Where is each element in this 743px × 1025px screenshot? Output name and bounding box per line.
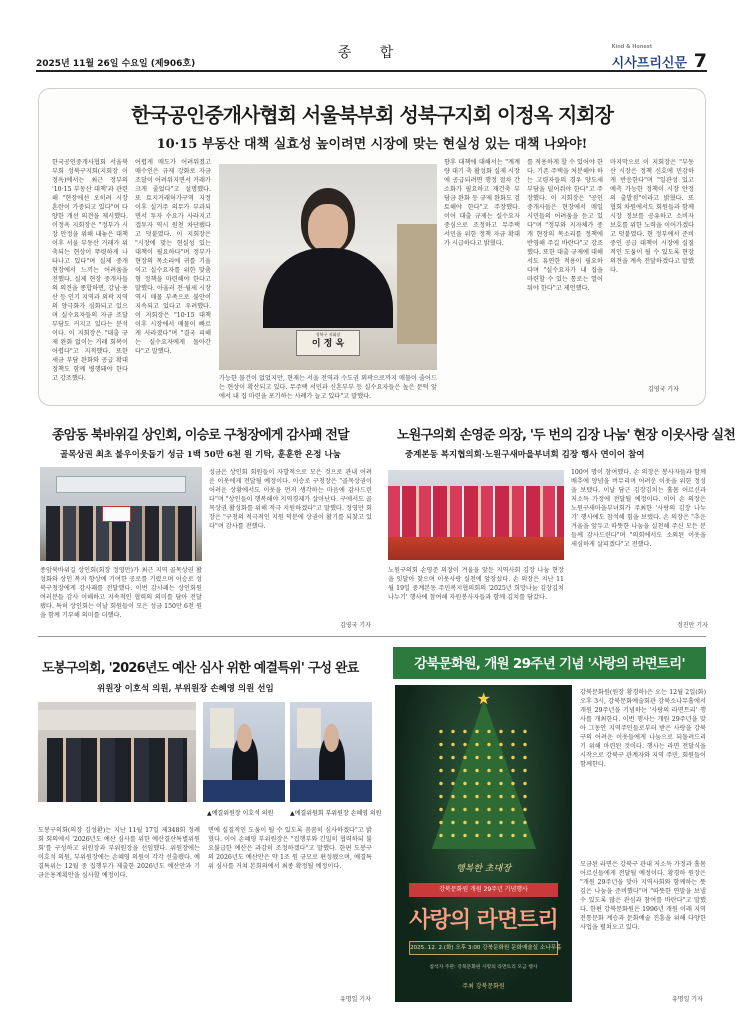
story-4-text-col-2: 면에 실질적인 도움이 될 수 있도록 꼼꼼히 심사하겠다"고 밝혔다. 이어 손혜영 부위원장은 "집행부와 긴밀히 협력하되 불요불급한 예산은 과감히 조정하겠다"고 말했다. 한편 도봉구의 2026년도 예산안은 약 1조 원 규모로 편성됐으며, 예결특위 심사를 거쳐 본회의에서 최종 확정될 예정이다. bbox=[208, 827, 372, 870]
section-divider bbox=[38, 636, 706, 637]
page-number: 7 bbox=[693, 50, 707, 72]
award-plaque bbox=[102, 506, 131, 521]
feature-text-col-1: 한국공인중개사협회 서울북부회 성북구지회(지회장 이정옥)에서는 최근 정부의 '10·15 부동산 대책'과 관련해 "현장에선 오히려 시장 혼란이 가중되고 있다"며 다양한 개선 의견을 제시했다. 이정옥 지회장은 "정부가 시장 안정을 위해 내놓은 대책 이후 서울 부동산 거래가 위축되는 현상이 뚜렷하게 나타나고 있다"며 실제 중개 현장에서 느끼는 어려움을 전했다. 실제 현장 중개사들의 의견을 종합하면, 강남·용산 등 인기 지역과 외곽 지역의 양극화가 심화되고 있으며 실수요자들의 자금 조달 부담도 커지고 있다는 분석이다. 이 지회장은 "대출 규제 완화 없이는 거래 회복이 어렵다"고 지적했다. 또한 세금 부담 완화와 공급 확대 정책도 함께 병행돼야 한다고 강조했다. bbox=[52, 159, 128, 382]
vicechair-desk bbox=[290, 780, 372, 802]
kimchi-table bbox=[388, 537, 564, 560]
poster-note: 참석자 주관: 강북문화원 사랑의 라면트리 모금 행사 bbox=[429, 965, 538, 970]
section-title: 종 합 bbox=[337, 45, 406, 61]
poster-script: 행복한 초대장 bbox=[455, 864, 512, 874]
event-banner bbox=[56, 476, 186, 493]
story-4-vicechair-photo bbox=[290, 702, 372, 802]
story-2-group-photo bbox=[40, 467, 202, 561]
page-header bbox=[0, 0, 743, 84]
brand-name: 시사프리신문 bbox=[611, 56, 687, 71]
feature-text-col-4: 향후 대책에 대해서는 "계계량 대기 축 활성화 실제 시장에 공급되려면 행정 절차 간소화가 필요하고 재건축 부담금 완화 등 규제 완화도 검토해야 한다"고 주장했다. 이어 대출 규제는 실수요자 중심으로 조정하고 무주택 서민을 위한 정책 자금 확대가 시급하다고 밝혔다. bbox=[444, 159, 520, 247]
story-2-text-col-1: 종암북바위길 상인회(회장 정영만)가 최근 지역 골목상권 활성화와 상인 복지 향상에 기여한 공로를 기렸으며 이승로 성북구청장에게 감사패를 전달했다. 이번 감사패는 상인회원 여러분들 감사 이해하고 지속적인 협력의 의미를 담아 전달됐다. 특히 상인회는 이날 회원들이 모은 성금 150만 6천 원을 함께 기부해 의미를 더했다. bbox=[40, 567, 202, 619]
council-wall bbox=[38, 710, 196, 730]
story-5-byline: 유명일 기자 bbox=[672, 996, 703, 1003]
story-4-chair-photo bbox=[203, 702, 285, 802]
poster-band: 강북문화원 개원 29주년 기념행사 bbox=[409, 883, 558, 897]
caption-chair: ▲예결위원장 이호석 의원 bbox=[207, 810, 274, 817]
bookshelf bbox=[397, 224, 437, 344]
story-5-text-col-2: 모금된 라면은 강북구 관내 저소득 가정과 홀몸 어르신들에게 전달될 예정이다. 황경하 원장은 "개원 29주년을 맞아 지역사회와 함께하는 뜻깊은 나눔을 준비했다"며 "따뜻한 연말을 보낼 수 있도록 많은 관심과 참여를 바란다"고 말했다. 한편 강북문화원은 1996년 개원 이래 지역 전통문화 계승과 문화예술 진흥을 위해 다양한 사업을 펼쳐오고 있다. bbox=[580, 861, 706, 931]
story-2-headline: 종암동 북바위길 상인회, 이승로 구청장에게 감사패 전달 bbox=[52, 428, 349, 443]
ramen-tree-poster bbox=[395, 685, 572, 1002]
story-5-headline: 강북문화원, 개원 29주년 기념 '사랑의 라면트리' bbox=[414, 656, 685, 672]
story-3-text-col-1: 노원구의회 손영준 의장이 겨울을 앞둔 지역사회 김장 나눔 현장을 잇달아 찾으며 이웃사랑 실천에 앞장섰다. 손 의장은 지난 11월 19일 중계본동 주민복지협의회의 '2025년 희망나눔 김장김치 나누기' 행사에 참여해 자원봉사자들과 함께 김치를 담갔다. bbox=[388, 567, 564, 601]
tree-lights bbox=[435, 725, 532, 845]
feature-text-col-5: 를 적용하게 할 수 있어야 한다. 기존 주택을 처분해야 하는 고령자들의 경우 양도세 부담을 덜어줘야 한다"고 주장했다. 이 지회장은 "공인중개사들은 현장에서 매일 시민들의 어려움을 듣고 있다"며 "정부와 지자체가 중개 현장의 목소리를 정책에 반영해 주길 바란다"고 강조했다. 또한 대출 규제에 대해서도 유연한 적용이 필요하다며 "실수요자가 내 집을 마련할 수 있는 통로는 열어둬야 한다"고 제언했다. bbox=[527, 159, 603, 292]
flag bbox=[297, 708, 322, 748]
story-2-subheadline: 골목상권 최초 불우이웃돕기 성금 1백 50만 6천 원 기탁, 훈훈한 온정 나눔 bbox=[60, 450, 341, 460]
feature-headline: 한국공인중개사협회 서울북부회 성북구지회 이정옥 지회장 bbox=[131, 103, 613, 127]
story-4-byline: 유명일 기자 bbox=[340, 996, 371, 1003]
brand-tagline: Kind & Honest bbox=[611, 44, 653, 50]
feature-byline: 김영국 기자 bbox=[648, 386, 679, 393]
story-4-text-col-1: 도봉구의회(의장 김성환)는 지난 11월 17일 제348회 정례회 회의에서 '2026년도 예산 심사를 위한 예산결산특별위원회'를 구성하고 위원장과 부위원장을 선임했다. 위원장에는 이호석 의원, 부위원장에는 손혜영 의원이 각각 선출됐다. 예결특위는 12월 중 집행부가 제출한 2026년도 예산안과 기금운용계획안을 심사할 예정이다. bbox=[38, 827, 200, 879]
header-rule bbox=[36, 70, 707, 72]
nameplate-role: 성북구 지회장 bbox=[315, 332, 341, 337]
chair-desk bbox=[203, 780, 285, 802]
story-4-headline: 도봉구의회, '2026년도 예산 심사 위한 예결특위' 구성 완료 bbox=[42, 661, 359, 676]
flag bbox=[210, 708, 235, 748]
star-icon: ★ bbox=[476, 689, 491, 708]
council-members bbox=[47, 738, 186, 802]
story-3-byline: 정진만 기자 bbox=[677, 622, 708, 629]
interview-portrait-photo bbox=[219, 164, 437, 370]
volunteers bbox=[388, 486, 564, 540]
portrait-face bbox=[308, 204, 348, 252]
desk-nameplate bbox=[296, 330, 360, 356]
poster-organizer: 주최 강북문화원 bbox=[462, 983, 505, 990]
issue-date: 2025년 11월 26일 수요일 (제906호) bbox=[36, 59, 196, 69]
story-3-text-col-2: 100여 명이 참여했다. 손 의장은 봉사자들과 함께 배추에 양념을 버무리며 어려운 이웃을 위한 정성을 보탰다. 이날 담근 김장김치는 홀몸 어르신과 저소득 가정에 전달될 예정이다. 이어 손 의장은 노원구새마을부녀회가 주최한 '사랑의 김장 나누기' 행사에도 참석해 힘을 보탰다. 손 의장은 "추운 겨울을 앞두고 따뜻한 나눔을 실천해 주신 모든 분들께 감사드린다"며 "의회에서도 소외된 이웃을 세심하게 살피겠다"고 전했다. bbox=[571, 469, 706, 548]
poster-title: 사랑의 라면트리 bbox=[409, 908, 558, 933]
story-4-subheadline: 위원장 이호석 의원, 부위원장 손혜영 의원 선임 bbox=[97, 684, 274, 694]
portrait-body bbox=[263, 248, 393, 328]
story-3-headline: 노원구의회 손영준 의장, '두 번의 김장 나눔' 현장 이웃사랑 실천 bbox=[397, 428, 735, 443]
feature-text-col-3: 가능한 물건이 없었지만, 현재는 서울 전역과 수도권 외곽으로까지 매물이 줄어드는 현상이 확산되고 있다. 무주택 서민과 신혼부부 등 실수요자들은 높은 문턱 앞에서 내 집 마련을 포기하는 사례가 늘고 있다"고 말했다. bbox=[219, 375, 437, 400]
feature-text-col-6: 마지막으로 이 지회장은 "부동산 시장은 정책 신호에 민감하게 반응한다"며 "일관성 있고 예측 가능한 정책이 시장 안정의 출발점"이라고 밝혔다. 또 협회 차원에서도 회원들과 함께 시장 정보를 공유하고 소비자 보호를 위한 노력을 이어가겠다고 덧붙였다. 현 정부에서 준비 중인 공급 대책이 시장에 실질적인 도움이 될 수 있도록 현장 의견을 계속 전달하겠다고 말했다. bbox=[610, 159, 694, 274]
story-4-council-photo bbox=[38, 702, 196, 802]
caption-vicechair: ▲예결위원회 부위원장 손혜영 의원 bbox=[290, 810, 382, 817]
story-2-byline: 김영국 기자 bbox=[340, 622, 371, 629]
newspaper-brand bbox=[611, 44, 687, 71]
story-2-text-col-2: 성금은 상인회 회원들이 자발적으로 모은 것으로 관내 어려운 이웃에게 전달될 예정이다. 이승로 구청장은 "골목상권이 어려운 상황에서도 이웃을 먼저 생각하는 마음에 감사드린다"며 "상인들이 행복해야 지역경제가 살아난다. 구에서도 골목상권 활성화를 위해 적극 지원하겠다"고 말했다. 정영만 회장은 "구청의 적극적인 지원 덕분에 상권이 활기를 되찾고 있다"며 감사를 전했다. bbox=[209, 469, 372, 530]
nameplate-name: 이 정 옥 bbox=[311, 339, 345, 349]
story-3-kimchi-photo bbox=[388, 470, 564, 560]
story-5-text-col-1: 강북문화원(원장 황경하)은 오는 12월 2일(화) 오후 3시, 강북문화예술회관 강북소나무홀에서 개원 29주년을 기념하는 '사랑의 라면트리' 행사를 개최한다. 이번 행사는 개원 29주년을 맞아 그동안 지역주민들로부터 받은 사랑을 강북구의 어려운 이웃들에게 나눔으로 되돌려드리기 위해 마련된 것이다. 행사는 라면 전달식을 시작으로 강북구 관계자와 지역 주민, 회원들이 함께한다. bbox=[580, 689, 706, 768]
poster-date: 2025. 12. 2.(화) 오후 3:00 강북문화원 문화예술실 소나무홀 bbox=[409, 941, 558, 955]
story-3-subheadline: 중계본동 복지협의회·노원구새마을부녀회 김장 행사 연이어 참여 bbox=[405, 450, 645, 460]
feature-text-col-2: 어렵게 매도가 어려워졌고 매수인은 규제 강화로 자금 조달이 어려워지면서 거래가 크게 줄었다"고 설명했다. 또 토지거래허가구역 지정 이후 실거주 의무가 부과되면서 투자 수요가 사라지고 갭투자 역시 원천 차단됐다고 덧붙였다. 이 지회장은 "시장에 맞는 현실성 있는 대책이 필요하다"며 정부가 현장의 목소리에 귀를 기울이고 실수요자를 위한 맞춤형 정책을 마련해야 한다고 말했다. 아울러 전·월세 시장 역시 매물 부족으로 불안이 지속되고 있다고 우려했다. 이 지회장은 "10·15 대책 이후 시장에서 매물이 빠르게 사라졌다"며 "결국 피해는 실수요자에게 돌아간다"고 말했다. bbox=[135, 159, 211, 355]
feature-subheadline: 10·15 부동산 대책 실효성 높이려면 시장에 맞는 현실성 있는 대책 나와야! bbox=[156, 137, 588, 152]
